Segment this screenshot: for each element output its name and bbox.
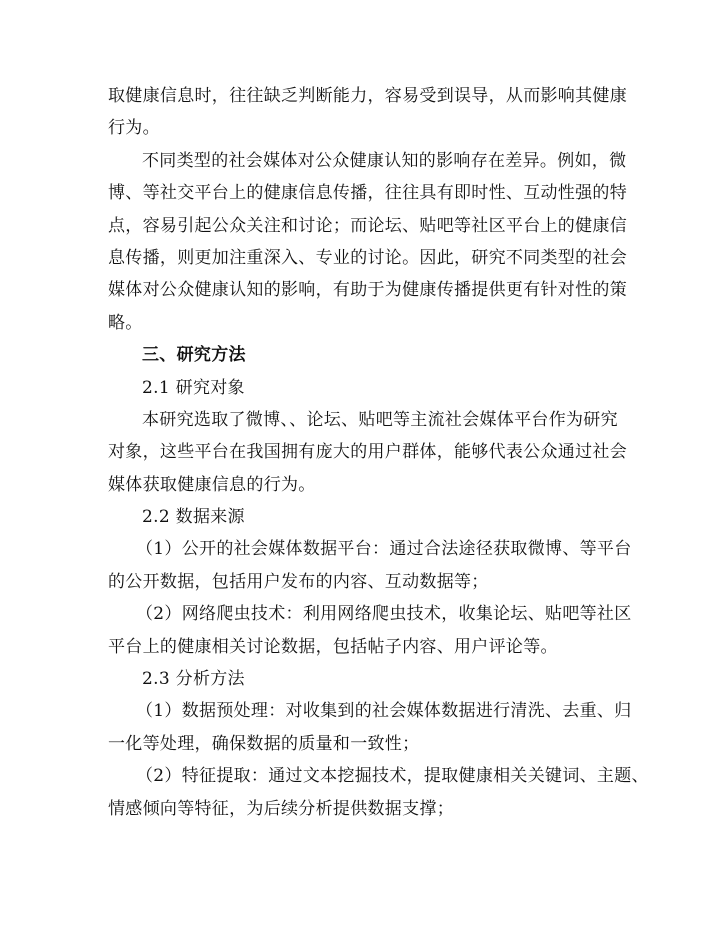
paragraph-line: 媒体获取健康信息的行为。 (108, 474, 316, 495)
paragraph-line: 一化等处理，确保数据的质量和一致性； (108, 733, 420, 754)
paragraph-line: 行为。 (108, 118, 160, 139)
paragraph-line: 媒体对公众健康认知的影响，有助于为健康传播提供更有针对性的策 (108, 280, 627, 301)
paragraph-line: 博、等社交平台上的健康信息传播，往往具有即时性、互动性强的特 (108, 183, 627, 204)
section-heading: 三、研究方法 (142, 345, 246, 366)
paragraph-line: 息传播，则更加注重深入、专业的讨论。因此，研究不同类型的社会 (108, 247, 627, 268)
paragraph-line: 点，容易引起公众关注和讨论；而论坛、贴吧等社区平台上的健康信 (108, 215, 627, 236)
subsection-heading: 2.1 研究对象 (142, 377, 245, 398)
paragraph-line: 取健康信息时，往往缺乏判断能力，容易受到误导，从而影响其健康 (108, 86, 627, 106)
paragraph-line: 不同类型的社会媒体对公众健康认知的影响存在差异。例如，微 (142, 150, 627, 171)
paragraph-line: 对象，这些平台在我国拥有庞大的用户群体，能够代表公众通过社会 (108, 442, 627, 463)
paragraph-line: 本研究选取了微博、、论坛、贴吧等主流社会媒体平台作为研究 (142, 409, 618, 430)
paragraph-line: 平台上的健康相关讨论数据，包括帖子内容、用户评论等。 (108, 636, 558, 657)
list-item-line: （2）特征提取：通过文本挖掘技术，提取健康相关关键词、主题、 (136, 766, 649, 787)
list-item-line: （1）数据预处理：对收集到的社会媒体数据进行清洗、去重、归 (136, 701, 632, 722)
subsection-heading: 2.2 数据来源 (142, 507, 245, 528)
list-item-line: （2）网络爬虫技术：利用网络爬虫技术，收集论坛、贴吧等社区 (136, 604, 632, 625)
list-item-line: （1）公开的社会媒体数据平台：通过合法途径获取微博、等平台 (136, 539, 632, 560)
document-page (108, 80, 649, 825)
subsection-heading: 2.3 分析方法 (142, 669, 245, 690)
paragraph-line: 的公开数据，包括用户发布的内容、互动数据等； (108, 571, 489, 592)
paragraph-line: 略。 (108, 312, 143, 333)
paragraph-line: 情感倾向等特征，为后续分析提供数据支撑； (108, 798, 454, 819)
